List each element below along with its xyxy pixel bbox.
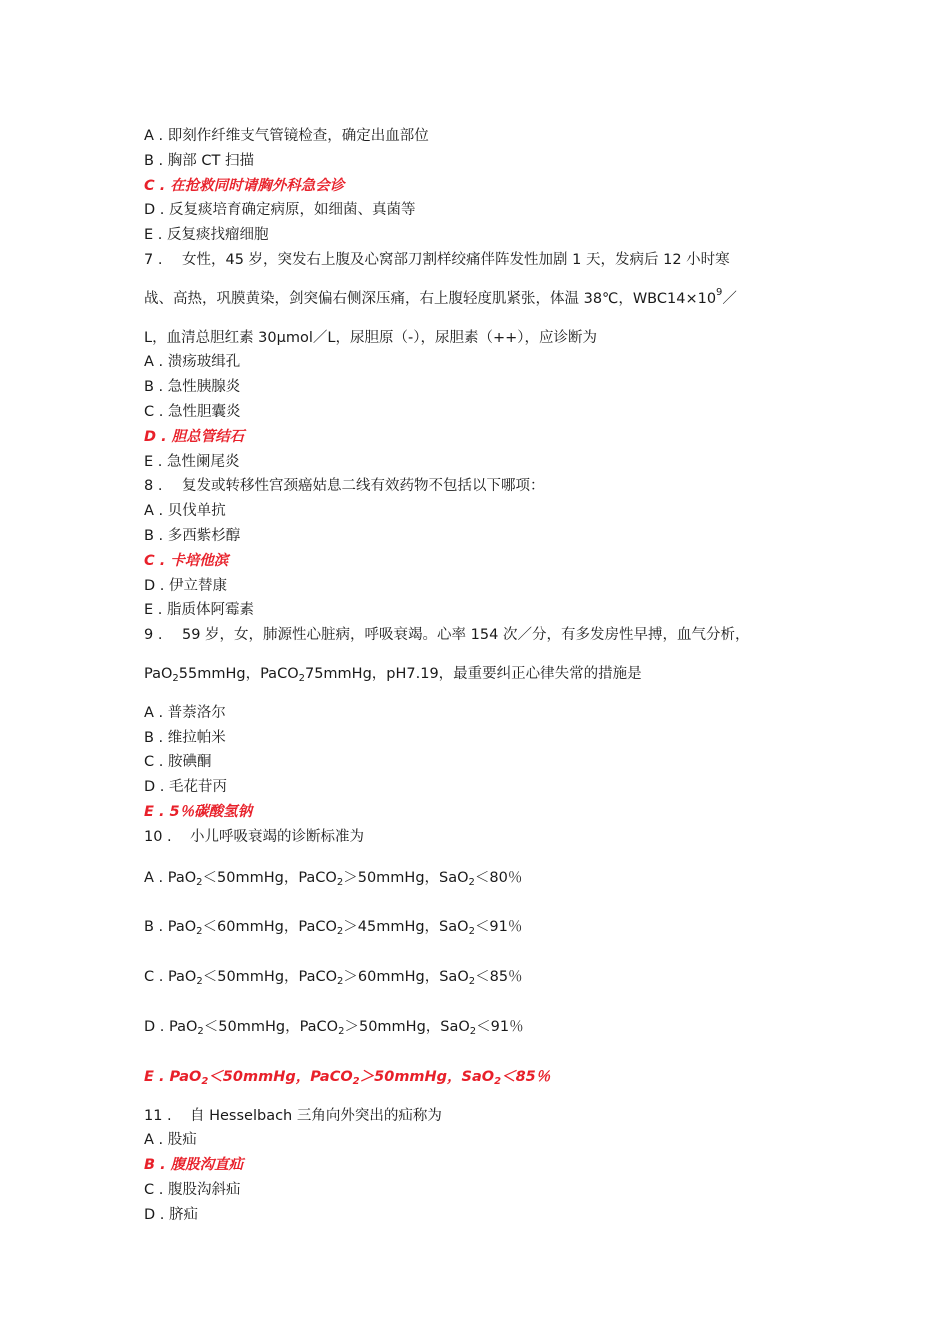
- q8-number: 8 .: [144, 478, 163, 495]
- q11-option-c: C . 腹股沟斜疝: [144, 1181, 241, 1198]
- q10-option-a: [144, 866, 824, 891]
- q10-b-mid2: ＞45mmHg，SaO: [343, 919, 469, 936]
- q7-stem-text1: 女性，45 岁，突发右上腹及心窝部刀割样绞痛伴阵发性加剧 1 天，发病后 12 小时寒: [182, 251, 730, 268]
- q10-e-mid2: ＞50mmHg，SaO: [359, 1068, 495, 1085]
- q10-c-end: ＜85％: [475, 969, 523, 986]
- q10-d-mid1: ＜50mmHg，PaCO: [203, 1018, 339, 1035]
- q10-b-sub1: 2: [196, 926, 203, 938]
- q11-option-d: D . 脐疝: [144, 1206, 198, 1223]
- q10-a-end: ＜80％: [474, 869, 523, 886]
- q10-a-sub2: 2: [336, 876, 344, 888]
- q9-stem-line2: [144, 662, 824, 687]
- q10-c-sub1: 2: [196, 976, 203, 988]
- q10-b-sub2: 2: [336, 926, 344, 938]
- q11-number: 11 .: [144, 1107, 172, 1124]
- q7-stem-line2: [144, 287, 824, 312]
- q8-option-d: D . 伊立替康: [144, 577, 227, 594]
- q9-option-b: B . 维拉帕米: [144, 729, 226, 746]
- q10-b-sub3: 2: [468, 926, 475, 938]
- q8-option-e: E . 脂质体阿霉素: [144, 602, 254, 619]
- q9-l2-sub2: 2: [298, 672, 305, 684]
- q10-c-prefix: C . PaO: [144, 969, 197, 986]
- q11-option-b-answer: B . 腹股沟直疝: [144, 1157, 244, 1174]
- q10-e-sub1: 2: [201, 1075, 209, 1087]
- q10-e-mid1: ＜50mmHg，PaCO: [208, 1068, 353, 1085]
- q9-l2-a: PaO: [144, 665, 173, 682]
- q10-stem-text: 小儿呼吸衰竭的诊断标准为: [190, 828, 364, 845]
- q10-option-e-answer: [144, 1065, 824, 1090]
- document-page: [144, 124, 824, 1227]
- q10-e-prefix: E . PaO: [144, 1068, 202, 1085]
- q10-b-mid1: ＜60mmHg，PaCO: [202, 919, 337, 936]
- q9-option-c: C . 胺碘酮: [144, 754, 212, 771]
- q9-option-a: A . 普萘洛尔: [144, 704, 226, 721]
- q10-c-mid1: ＜50mmHg，PaCO: [202, 969, 338, 986]
- q10-d-prefix: D . PaO: [144, 1018, 198, 1035]
- q10-a-prefix: A . PaO: [144, 869, 197, 886]
- q9-l2-b: 55mmHg，PaCO: [178, 665, 299, 682]
- q10-number: 10 .: [144, 828, 172, 845]
- q10-c-mid2: ＞60mmHg，SaO: [343, 969, 469, 986]
- q8-option-b: B . 多西紫杉醇: [144, 527, 241, 544]
- q11-option-a: A . 股疝: [144, 1132, 197, 1149]
- q10-option-c: [144, 965, 824, 990]
- q9-l2-sub1: 2: [172, 672, 179, 684]
- q7-option-b: B . 急性胰腺炎: [144, 379, 241, 396]
- q9-option-d: D . 毛花苷丙: [144, 779, 227, 796]
- q7-option-e: E . 急性阑尾炎: [144, 453, 240, 470]
- q9-l2-c: 75mmHg，pH7.19，最重要纠正心律失常的措施是: [304, 665, 642, 682]
- q8-option-c-answer: C . 卡培他滨: [144, 552, 229, 569]
- q6-option-d: D . 反复痰培育确定病原，如细菌、真菌等: [144, 202, 416, 219]
- q9-option-e-answer: E . 5％碳酸氢钠: [144, 803, 253, 820]
- q10-e-end: ＜85％: [501, 1068, 551, 1085]
- q10-d-sub2: 2: [338, 1025, 345, 1037]
- q10-a-mid1: ＜50mmHg，PaCO: [202, 869, 337, 886]
- q7-stem-text2a: 战、高热，巩膜黄染，剑突偏右侧深压痛，右上腹轻度肌紧张，体温 38℃，WBC14×10: [144, 290, 717, 307]
- q7-stem-line3: L，血清总胆红素 30μmol／L，尿胆原（-），尿胆素（++），应诊断为: [144, 329, 597, 346]
- q10-a-sub1: 2: [196, 876, 203, 888]
- q9-number: 9 .: [144, 627, 163, 644]
- q10-c-sub2: 2: [337, 976, 344, 988]
- q10-d-sub1: 2: [197, 1025, 204, 1037]
- q6-option-e: E . 反复痰找瘤细胞: [144, 227, 269, 244]
- q7-stem-sup: 9: [716, 286, 723, 298]
- q10-c-sub3: 2: [468, 976, 476, 988]
- q6-option-c-answer: C . 在抢救同时请胸外科急会诊: [144, 177, 345, 194]
- q6-option-a: A . 即刻作纤维支气管镜检查，确定出血部位: [144, 128, 429, 144]
- q8-stem: [144, 474, 824, 499]
- q9-stem-text1: 59 岁，女，肺源性心脏病，呼吸衰竭。心率 154 次／分，有多发房性早搏，血气分析，: [182, 627, 750, 644]
- q7-option-c: C . 急性胆囊炎: [144, 403, 241, 420]
- q7-stem-text2b: ／: [722, 290, 737, 307]
- q10-a-sub3: 2: [468, 876, 475, 888]
- q10-e-sub3: 2: [494, 1075, 502, 1087]
- q11-stem-text: 自 Hesselbach 三角向外突出的疝称为: [190, 1107, 442, 1124]
- q10-e-sub2: 2: [352, 1075, 360, 1087]
- q10-d-mid2: ＞50mmHg，SaO: [344, 1018, 470, 1035]
- q8-option-a: A . 贝伐单抗: [144, 503, 226, 520]
- q10-b-end: ＜91％: [474, 919, 523, 936]
- q7-stem-line1: [144, 248, 824, 273]
- q10-option-d: [144, 1015, 824, 1040]
- q10-stem: [144, 825, 824, 850]
- q10-a-mid2: ＞50mmHg，SaO: [343, 869, 469, 886]
- q11-stem: [144, 1104, 824, 1129]
- q10-option-b: [144, 915, 824, 940]
- q7-option-d-answer: D . 胆总管结石: [144, 428, 245, 445]
- q8-stem-text: 复发或转移性宫颈癌姑息二线有效药物不包括以下哪项：: [182, 478, 545, 495]
- q10-b-prefix: B . PaO: [144, 919, 197, 936]
- q10-d-end: ＜91％: [476, 1018, 524, 1035]
- q10-d-sub3: 2: [469, 1025, 477, 1037]
- q7-number: 7 .: [144, 251, 163, 268]
- q6-option-b: B . 胸部 CT 扫描: [144, 152, 254, 169]
- q9-stem-line1: [144, 623, 824, 648]
- q7-option-a: A . 溃疡玻缉孔: [144, 354, 241, 371]
